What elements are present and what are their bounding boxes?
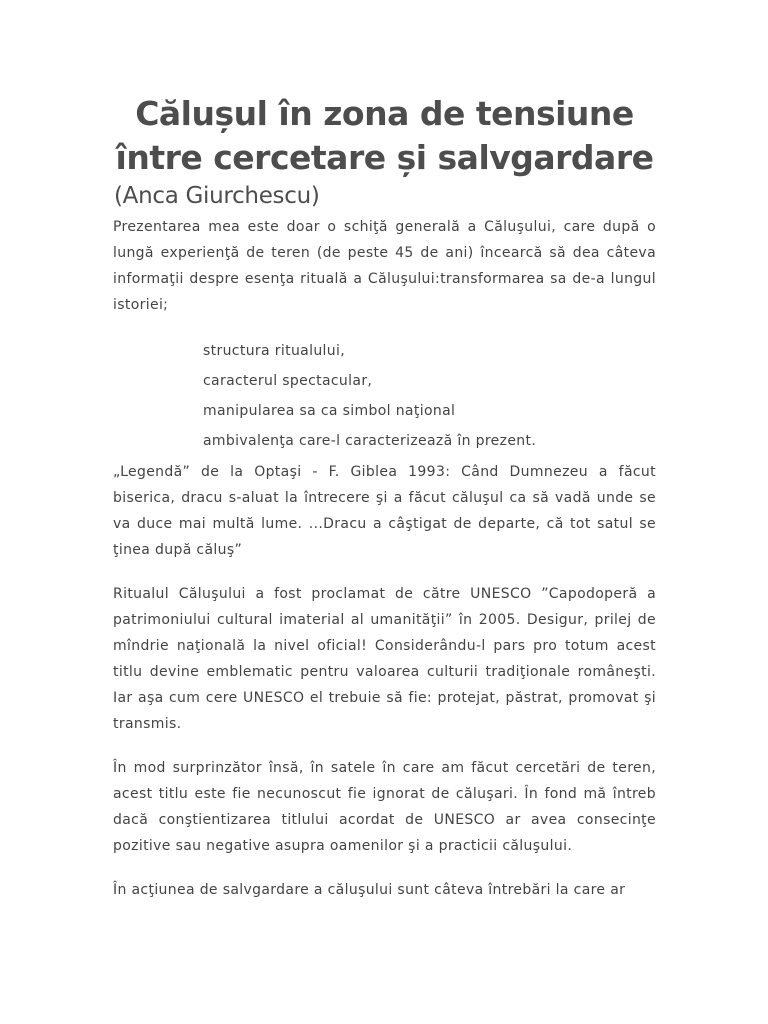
document-title: Călușul în zona de tensiune între cercetare și salvgardare [115,94,654,177]
unesco-paragraph: Ritualul Căluşului a fost proclamat de către UNESCO ”Capodoperă a patrimoniului cultural imaterial al umanităţii” în 2005. Desigur, prilej de mîndrie naţională la nivel oficial! Considerându-l pars pro totum acest titlu devine emblematic pentru valoarea culturii tradiţionale româneşti. Iar aşa cum cere UNESCO el trebuie să fie: protejat, păstrat, promovat şi transmis. [113,586,656,732]
document-page [113,92,656,903]
villages-paragraph: În mod surprinzător însă, în satele în care am făcut cercetări de teren, acest titlu este fie necunoscut fie ignorat de căluşari. În fond mă întreb dacă conştientizarea titlului acordat de UNESCO ar avea consecinţe pozitive sau negative asupra oamenilor şi a practicii căluşului. [113,760,656,854]
list-item: ambivalenţa care-l caracterizează în prezent. [203,433,537,449]
list-item: structura ritualului, [203,343,346,359]
legend-quote-paragraph: „Legendă” de la Optaşi - F. Giblea 1993: Când Dumnezeu a făcut biserica, dracu s-aluat la întrecere şi a făcut căluşul ca să vadă unde se va duce mai multă lume. ...Dracu a câştigat de departe, că tot satul se ţinea după căluş” [113,464,656,558]
intro-paragraph: Prezentarea mea este doar o schiţă generală a Căluşului, care după o lungă experienţă de teren (de peste 45 de ani) încearcă să dea câteva informaţii despre esenţa rituală a Căluşului:transformarea sa de-a lungul istoriei; [113,219,656,313]
document-author: (Anca Giurchescu) [114,183,320,209]
list-item: caracterul spectacular, [203,373,373,389]
safeguarding-paragraph: În acţiunea de salvgardare a căluşului sunt câteva întrebări la care ar [113,882,626,898]
list-item: manipularea sa ca simbol naţional [203,403,456,419]
topic-list [113,336,656,456]
